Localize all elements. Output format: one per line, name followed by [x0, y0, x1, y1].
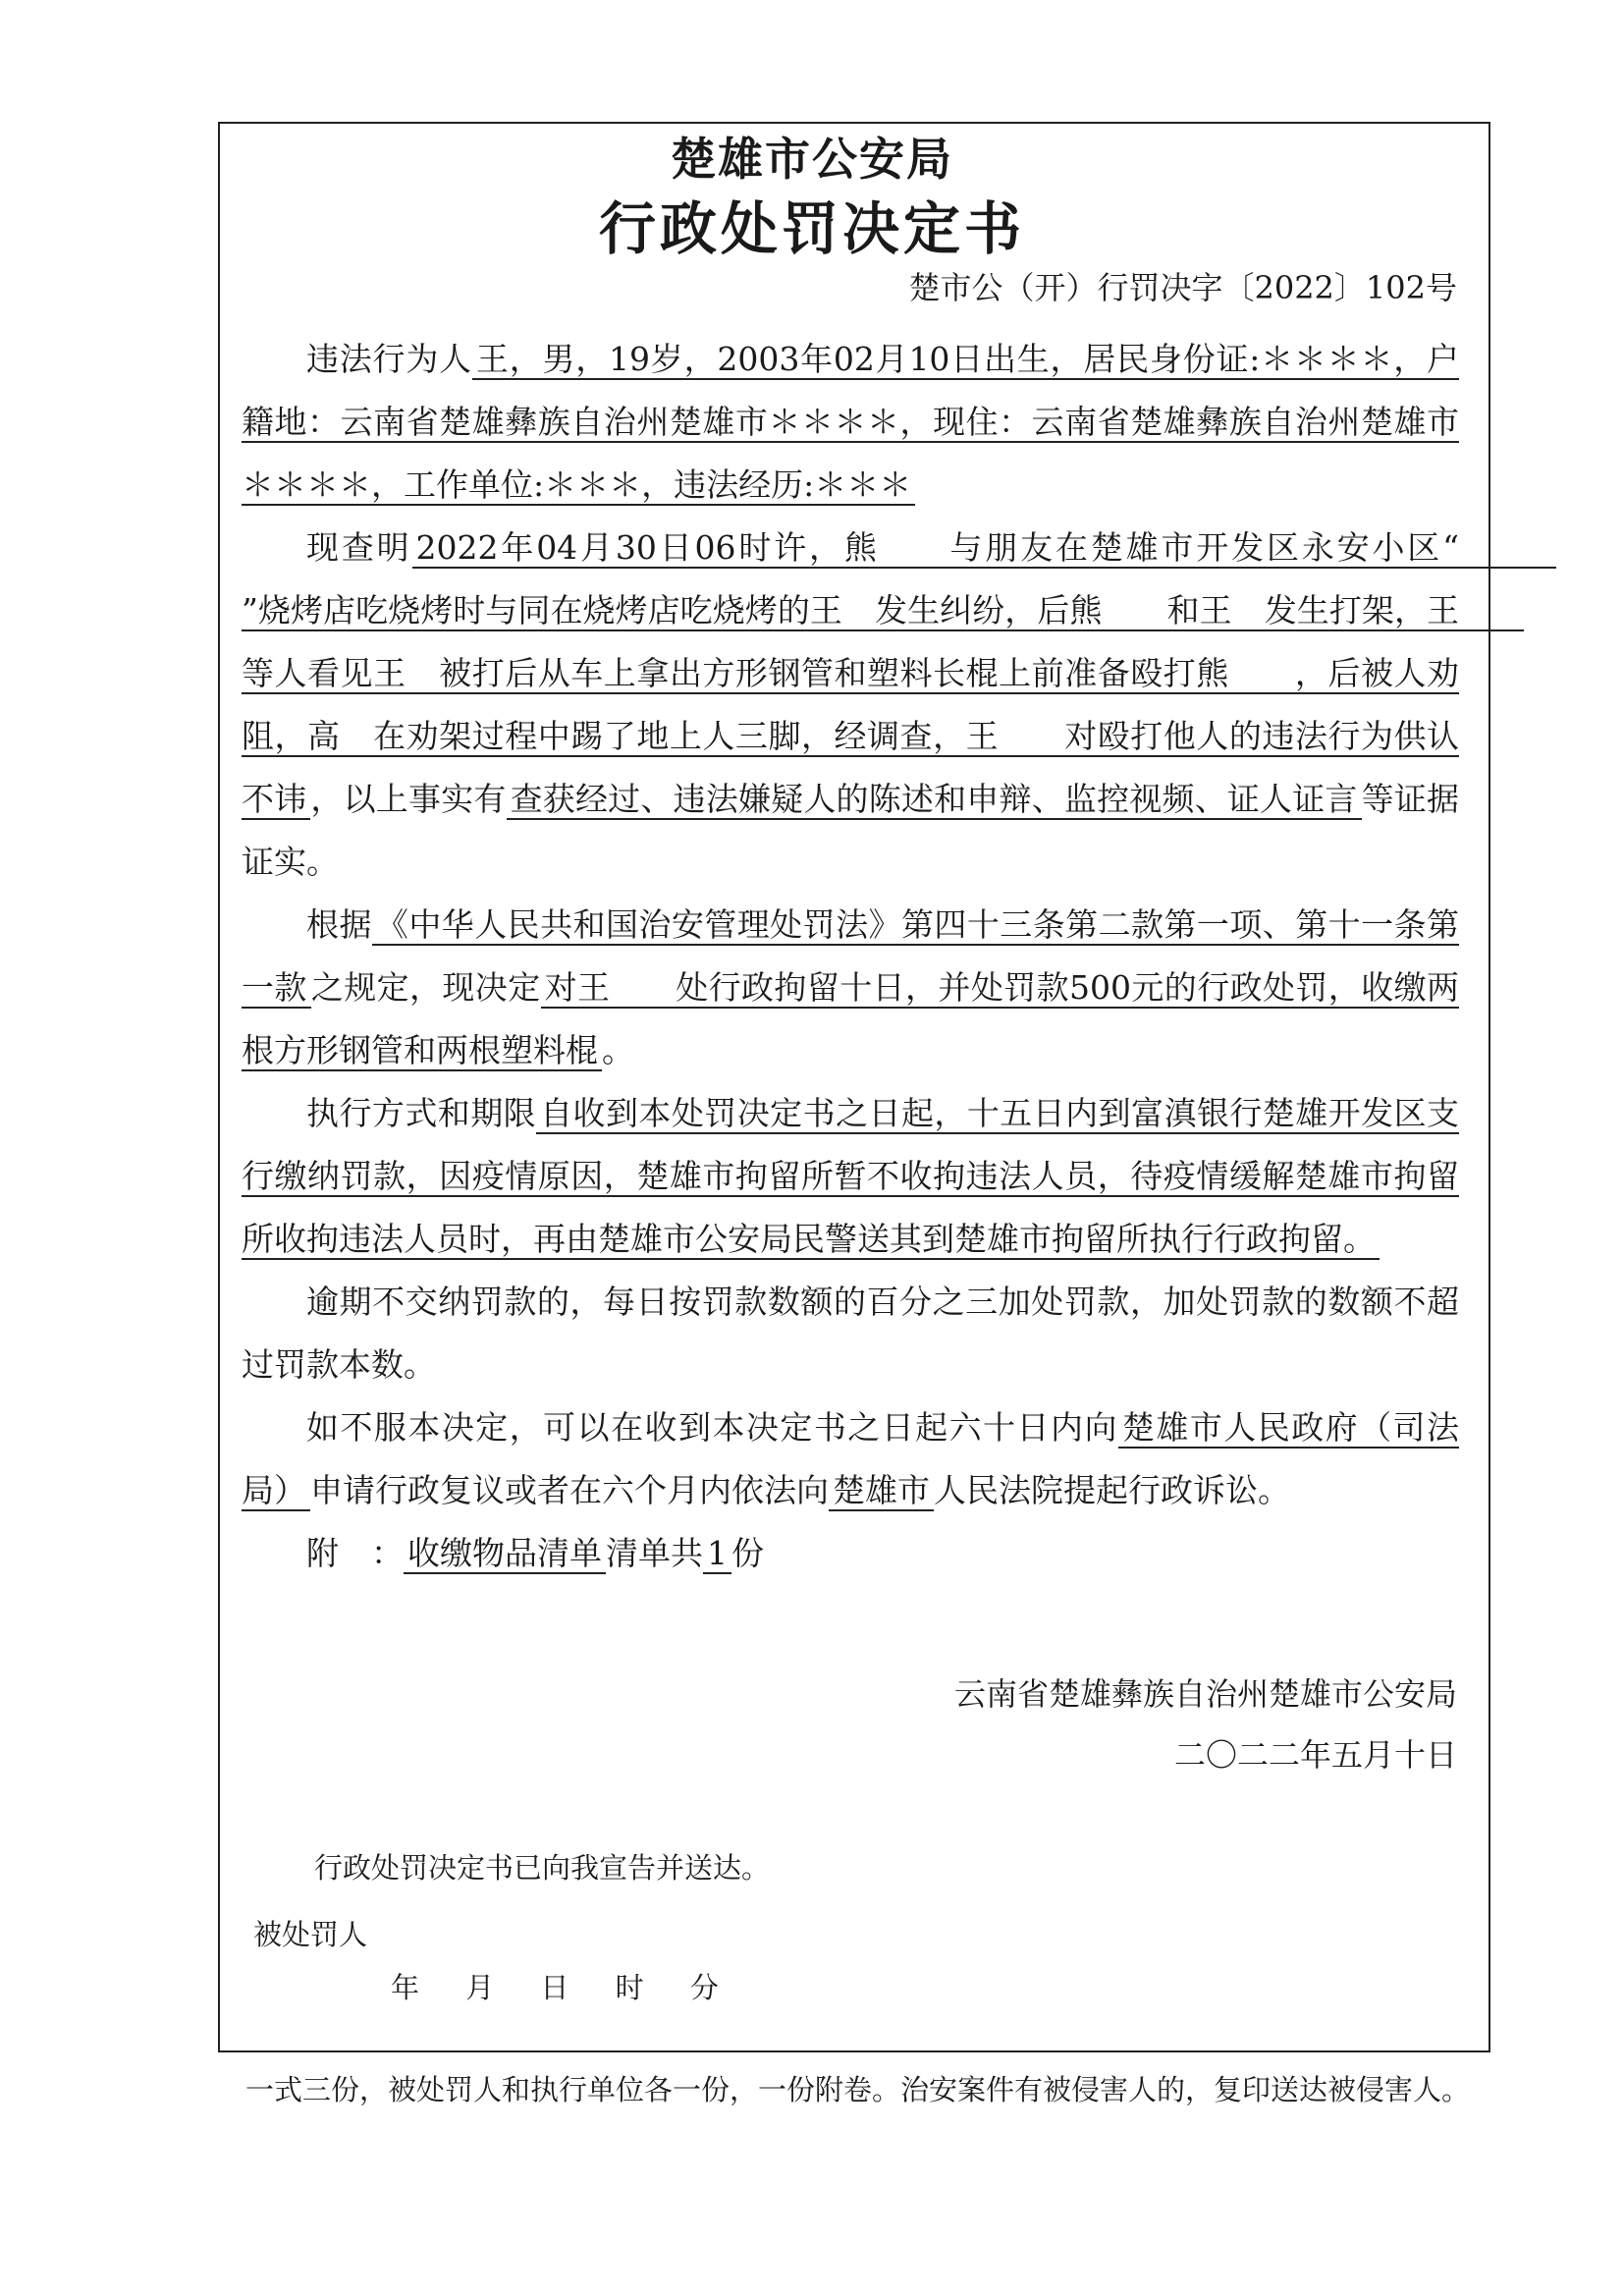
facts-mid: ，以上事实有 [310, 780, 507, 818]
late-fee-paragraph: 逾期不交纳罚款的，每日按罚款数额的百分之三加处罚款，加处罚款的数额不超过罚款本数。 [242, 1283, 1459, 1384]
attachment-paragraph [242, 1522, 1459, 1585]
signer-date: 二〇二二年五月十日 [1173, 1736, 1457, 1774]
execution-label: 执行方式和期限 [306, 1094, 537, 1132]
basis-law: 《中华人民共和国治安管理处罚法》第四十三条第二款第一项、第十一条第一款 [242, 905, 1460, 1007]
appeal-part2: 申请行政复议或者在六个月内依法向 [310, 1471, 829, 1509]
party-paragraph [242, 328, 1459, 517]
execution-text: 自收到本处罚决定书之日起，十五日内到富滇银行楚雄开发区支行缴纳罚款，因疫情原因，楚雄市拘留所暂不收拘违法人员，待疫情缓解楚雄市拘留所收拘违法人员时，再由楚雄市公安局民警送其到楚雄市拘留所执行行政拘留。 [242, 1094, 1460, 1258]
served-statement: 行政处罚决定书已向我宣告并送达。 [314, 1851, 771, 1885]
attachment-unit: 份 [731, 1534, 764, 1572]
penalized-person-label: 被处罚人 [253, 1918, 368, 1951]
basis-mid: 之规定，现决定 [310, 968, 541, 1007]
appeal-paragraph [242, 1396, 1459, 1522]
party-label: 违法行为人 [306, 340, 472, 378]
copies-footnote: 一式三份，被处罚人和执行单位各一份，一份附卷。治安案件有被侵害人的，复印送达被侵害人。 [245, 2073, 1471, 2106]
facts-paragraph [242, 517, 1557, 894]
document-body [242, 328, 1557, 1585]
signature-block [954, 1664, 1457, 1785]
basis-paragraph [242, 894, 1459, 1082]
facts-evidence: 查获经过、违法嫌疑人的陈述和申辩、监控视频、证人证言 [507, 780, 1362, 820]
attachment-item: 收缴物品清单 [404, 1534, 606, 1574]
attachment-label: 附 ： [306, 1534, 404, 1572]
attachment-mid: 清单共 [606, 1534, 703, 1572]
execution-paragraph [242, 1082, 1459, 1271]
appeal-part1: 如不服本决定，可以在收到本决定书之日起六十日内向 [306, 1408, 1118, 1447]
attachment-count: 1 [703, 1534, 731, 1574]
facts-text: 2022年04月30日06时许，熊 与朋友在楚雄市开发区永安小区“ ”烧烤店吃烧烤时与同在烧烤店吃烧烤的王 发生纠纷，后熊 和王 发生打架，王 等人看见王 被打后从车上拿出方形钢管和塑料长棍上前准备殴打熊 ，后被人劝阻，高 在劝架过程中踢了地上人三脚，经调查，王 对殴打他人的违法行为供认不讳 [242, 528, 1557, 818]
receipt-time-line: 年 月 日 时 分 [391, 1971, 719, 2004]
appeal-part3: 人民法院提起行政诉讼。 [934, 1471, 1290, 1509]
document-type-title: 行政处罚决定书 [598, 195, 1025, 262]
facts-end: 等证据证实。 [242, 780, 1460, 881]
signer-org: 云南省楚雄彝族自治州楚雄市公安局 [953, 1675, 1457, 1713]
facts-label: 现查明 [306, 528, 412, 567]
basis-label: 根据 [306, 905, 372, 944]
party-name: 王 [475, 340, 510, 378]
basis-decision: 对王 处行政拘留十日，并处罚款500元的行政处罚，收缴两根方形钢管和两根塑料棍 [242, 968, 1460, 1069]
party-info: ，男，19岁，2003年02月10日出生，居民身份证:＊＊＊＊，户籍地：云南省楚雄彝族自治州楚雄市＊＊＊＊，现住：云南省楚雄彝族自治州楚雄市＊＊＊＊，工作单位:＊＊＊，违法经历:＊＊＊ [242, 340, 1460, 504]
document-number: 楚市公（开）行罚决字〔2022〕102号 [908, 269, 1457, 306]
issuing-org-title: 楚雄市公安局 [671, 133, 953, 186]
appeal-court: 楚雄市 [829, 1471, 934, 1511]
appeal-government: 楚雄市人民政府（司法局） [242, 1408, 1460, 1509]
basis-end: 。 [602, 1031, 634, 1069]
